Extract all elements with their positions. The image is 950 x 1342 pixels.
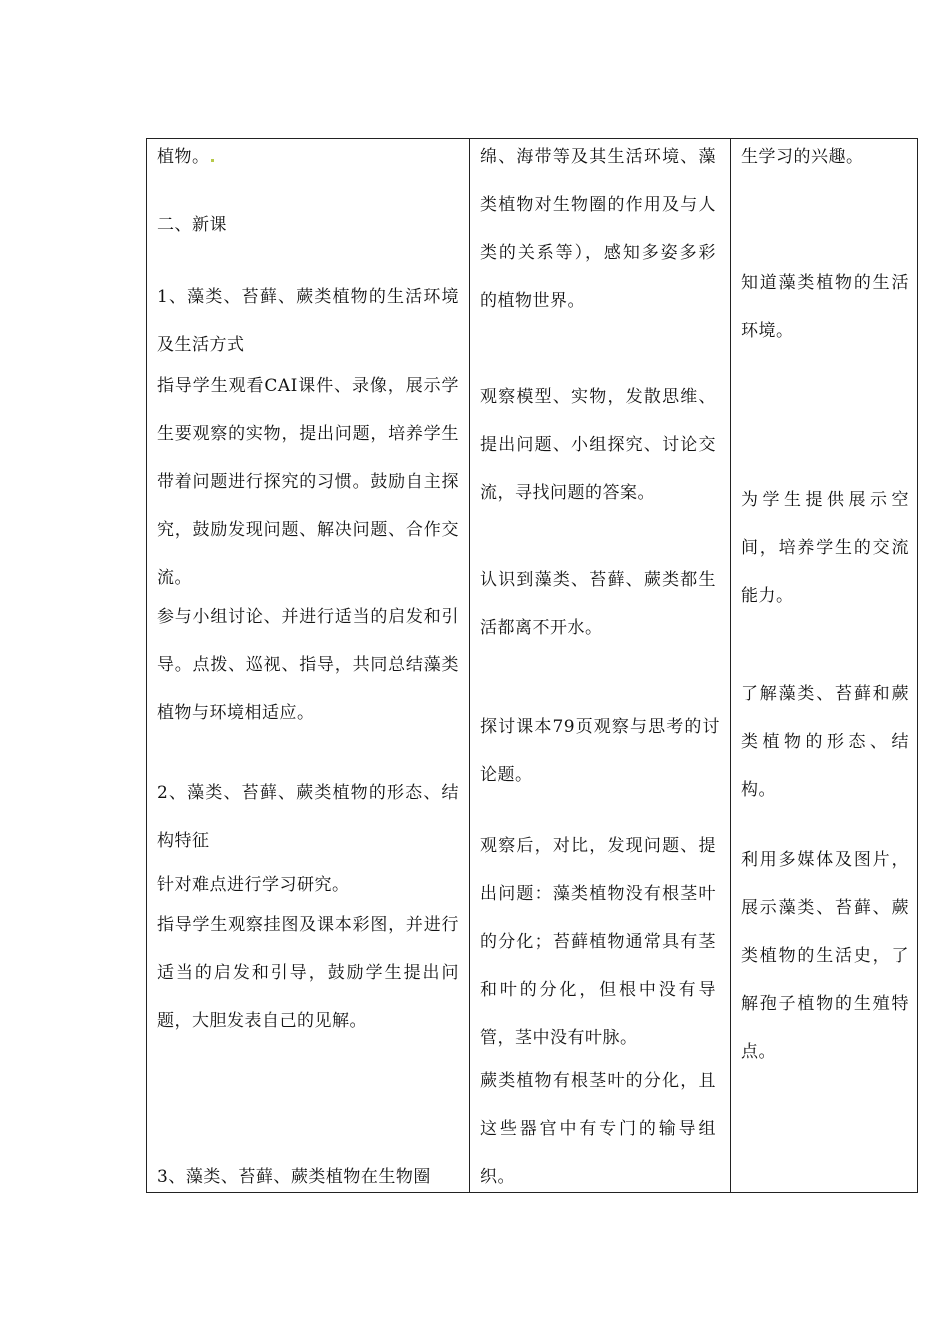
subsection-heading: 1、藻类、苔藓、蕨类植物的生活环境及生活方式 bbox=[157, 287, 459, 355]
paragraph: 植物。 bbox=[157, 139, 457, 181]
paragraph: 蕨类植物有根茎叶的分化，且这些器官中有专门的输导组织。 bbox=[480, 1071, 716, 1187]
subsection-heading: 2、藻类、苔藓、蕨类植物的形态、结构特征 bbox=[157, 783, 459, 851]
paragraph: 参与小组讨论、并进行适当的启发和引导。点拨、巡视、指导，共同总结藻类植物与环境相适应。 bbox=[157, 607, 459, 723]
student-activity-column bbox=[470, 139, 730, 1192]
paragraph: 认识到藻类、苔藓、蕨类都生活都离不开水。 bbox=[480, 570, 716, 638]
paragraph: 利用多媒体及图片，展示藻类、苔藓、蕨类植物的生活史，了解孢子植物的生殖特点。 bbox=[741, 850, 909, 1062]
paragraph: 知道藻类植物的生活环境。 bbox=[741, 273, 909, 341]
paragraph: 指导学生观看CAI课件、录像，展示学生要观察的实物，提出问题，培养学生带着问题进行探究的习惯。鼓励自主探究，鼓励发现问题、解决问题、合作交流。 bbox=[157, 376, 459, 588]
paragraph: 为学生提供展示空间，培养学生的交流能力。 bbox=[741, 490, 909, 606]
paragraph: 生学习的兴趣。 bbox=[741, 147, 864, 167]
design-intent-column bbox=[731, 139, 919, 1192]
paragraph: 探讨课本79页观察与思考的讨论题。 bbox=[480, 717, 720, 785]
lesson-plan-table bbox=[146, 138, 918, 1193]
paragraph: 观察后，对比，发现问题、提出问题：藻类植物没有根茎叶的分化；苔藓植物通常具有茎和叶的分化，但根中没有导管，茎中没有叶脉。 bbox=[480, 836, 716, 1048]
paragraph: 了解藻类、苔藓和蕨类植物的形态、结构。 bbox=[741, 684, 909, 800]
subsection-heading: 3、藻类、苔藓、蕨类植物在生物圈 bbox=[157, 1167, 431, 1187]
edit-mark bbox=[211, 159, 214, 162]
paragraph: 观察模型、实物，发散思维、提出问题、小组探究、讨论交流，寻找问题的答案。 bbox=[480, 387, 716, 503]
section-heading: 二、新课 bbox=[157, 215, 227, 235]
paragraph: 指导学生观察挂图及课本彩图，并进行适当的启发和引导，鼓励学生提出问题，大胆发表自己的见解。 bbox=[157, 915, 459, 1031]
paragraph: 绵、海带等及其生活环境、藻类植物对生物圈的作用及与人类的关系等），感知多姿多彩的植物世界。 bbox=[480, 147, 716, 311]
paragraph: 针对难点进行学习研究。 bbox=[157, 875, 350, 895]
teacher-activity-column bbox=[147, 139, 469, 1192]
